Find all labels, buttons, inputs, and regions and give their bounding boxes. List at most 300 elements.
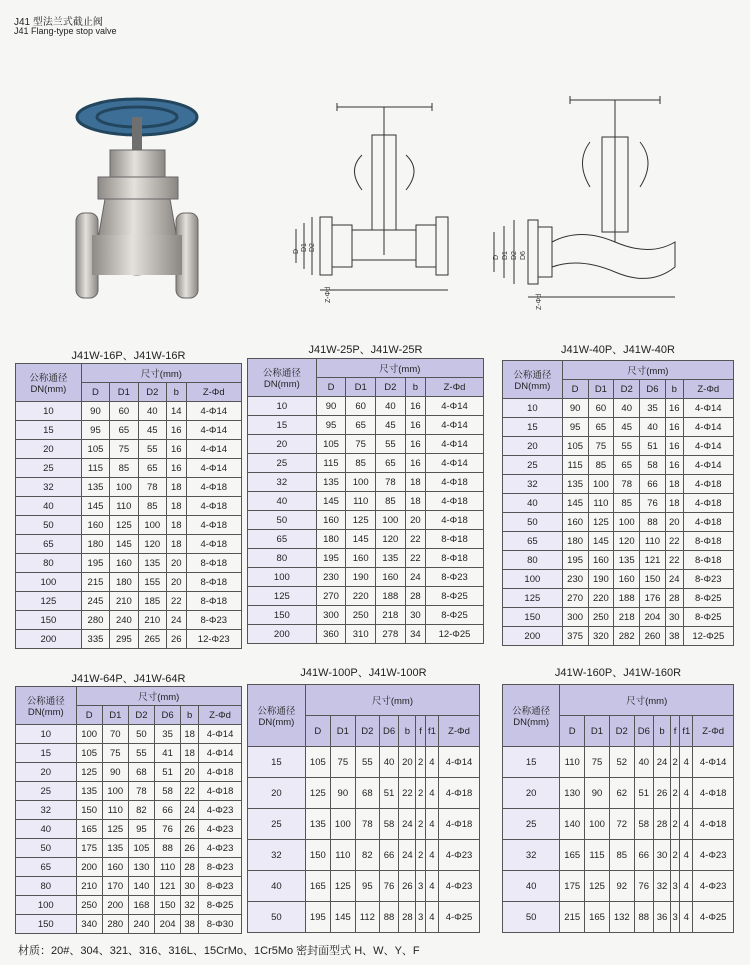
column-header: D2 bbox=[376, 378, 406, 397]
value-cell: 30 bbox=[181, 877, 199, 896]
value-cell: 88 bbox=[640, 513, 666, 532]
table-row bbox=[503, 570, 734, 589]
value-cell: 14 bbox=[166, 402, 186, 421]
dn-cell: 20 bbox=[503, 437, 563, 456]
value-cell: 220 bbox=[346, 587, 376, 606]
column-header: Z-Φd bbox=[199, 706, 242, 725]
value-cell: 85 bbox=[138, 497, 166, 516]
table-row bbox=[503, 902, 734, 933]
value-cell: 230 bbox=[316, 568, 346, 587]
value-cell: 78 bbox=[376, 473, 406, 492]
value-cell: 2 bbox=[670, 778, 679, 809]
value-cell: 78 bbox=[355, 809, 379, 840]
dn-header-label: 公称通径 bbox=[29, 373, 68, 384]
value-cell: 16 bbox=[405, 416, 425, 435]
value-cell: 8-Φ25 bbox=[683, 608, 733, 627]
value-cell: 105 bbox=[76, 744, 102, 763]
value-cell: 4-Φ14 bbox=[426, 416, 484, 435]
value-cell: 125 bbox=[305, 778, 330, 809]
value-cell: 60 bbox=[110, 402, 138, 421]
column-header: f1 bbox=[680, 716, 693, 747]
value-cell: 185 bbox=[138, 592, 166, 611]
dn-cell: 100 bbox=[16, 573, 82, 592]
value-cell: 4-Φ18 bbox=[439, 778, 480, 809]
column-header: f1 bbox=[425, 716, 438, 747]
value-cell: 52 bbox=[609, 747, 634, 778]
value-cell: 55 bbox=[128, 744, 154, 763]
value-cell: 22 bbox=[405, 549, 425, 568]
value-cell: 240 bbox=[110, 611, 138, 630]
value-cell: 40 bbox=[138, 402, 166, 421]
value-cell: 82 bbox=[355, 840, 379, 871]
value-cell: 145 bbox=[562, 494, 588, 513]
value-cell: 51 bbox=[155, 763, 181, 782]
value-cell: 4-Φ14 bbox=[186, 421, 242, 440]
value-cell: 51 bbox=[640, 437, 666, 456]
value-cell: 26 bbox=[181, 820, 199, 839]
dn-header-cell bbox=[503, 685, 560, 747]
value-cell: 121 bbox=[155, 877, 181, 896]
value-cell: 60 bbox=[588, 399, 614, 418]
table-row bbox=[503, 809, 734, 840]
table-row bbox=[248, 530, 484, 549]
dn-cell: 80 bbox=[16, 554, 82, 573]
table-row bbox=[248, 747, 480, 778]
dn-cell: 50 bbox=[503, 902, 560, 933]
value-cell: 68 bbox=[128, 763, 154, 782]
value-cell: 76 bbox=[379, 871, 399, 902]
table-row bbox=[248, 606, 484, 625]
value-cell: 100 bbox=[138, 516, 166, 535]
dn-cell: 50 bbox=[248, 511, 317, 530]
dn-cell: 40 bbox=[503, 871, 560, 902]
value-cell: 12-Φ23 bbox=[186, 630, 242, 649]
value-cell: 135 bbox=[102, 839, 128, 858]
value-cell: 16 bbox=[405, 397, 425, 416]
value-cell: 130 bbox=[128, 858, 154, 877]
value-cell: 115 bbox=[562, 456, 588, 475]
value-cell: 125 bbox=[102, 820, 128, 839]
value-cell: 78 bbox=[614, 475, 640, 494]
value-cell: 90 bbox=[585, 778, 610, 809]
value-cell: 18 bbox=[181, 725, 199, 744]
value-cell: 26 bbox=[399, 871, 416, 902]
spec-table-40 bbox=[502, 360, 734, 646]
value-cell: 188 bbox=[376, 587, 406, 606]
dn-header-cell bbox=[248, 359, 317, 397]
value-cell: 4-Φ18 bbox=[683, 494, 733, 513]
value-cell: 165 bbox=[560, 840, 585, 871]
value-cell: 24 bbox=[399, 809, 416, 840]
value-cell: 16 bbox=[665, 456, 683, 475]
value-cell: 195 bbox=[316, 549, 346, 568]
value-cell: 40 bbox=[634, 747, 653, 778]
value-cell: 3 bbox=[416, 902, 425, 933]
value-cell: 200 bbox=[76, 858, 102, 877]
value-cell: 110 bbox=[330, 840, 355, 871]
value-cell: 8-Φ18 bbox=[426, 549, 484, 568]
table-row bbox=[16, 877, 242, 896]
table-row bbox=[503, 589, 734, 608]
table-row bbox=[16, 820, 242, 839]
value-cell: 195 bbox=[305, 902, 330, 933]
value-cell: 75 bbox=[102, 744, 128, 763]
value-cell: 76 bbox=[634, 871, 653, 902]
value-cell: 41 bbox=[155, 744, 181, 763]
column-header: D6 bbox=[634, 716, 653, 747]
table-row bbox=[16, 763, 242, 782]
size-header-cell: 尺寸(mm) bbox=[562, 361, 733, 380]
value-cell: 168 bbox=[128, 896, 154, 915]
value-cell: 130 bbox=[560, 778, 585, 809]
value-cell: 88 bbox=[634, 902, 653, 933]
value-cell: 175 bbox=[560, 871, 585, 902]
table-title-40: J41W-40P、J41W-40R bbox=[561, 344, 675, 356]
column-header: b bbox=[405, 378, 425, 397]
table-row bbox=[248, 568, 484, 587]
value-cell: 40 bbox=[379, 747, 399, 778]
table-row bbox=[16, 611, 242, 630]
value-cell: 160 bbox=[562, 513, 588, 532]
value-cell: 4-Φ14 bbox=[186, 440, 242, 459]
dn-cell: 40 bbox=[503, 494, 563, 513]
dn-header-unit: DN(mm) bbox=[514, 381, 551, 392]
value-cell: 90 bbox=[562, 399, 588, 418]
value-cell: 145 bbox=[316, 492, 346, 511]
table-header-row bbox=[16, 364, 242, 383]
dn-cell: 125 bbox=[503, 589, 563, 608]
value-cell: 24 bbox=[166, 611, 186, 630]
value-cell: 105 bbox=[81, 440, 109, 459]
value-cell: 65 bbox=[588, 418, 614, 437]
table-row bbox=[16, 554, 242, 573]
value-cell: 4-Φ14 bbox=[199, 725, 242, 744]
dn-cell: 80 bbox=[16, 877, 77, 896]
dn-header-label: 公称通径 bbox=[26, 696, 65, 707]
value-cell: 150 bbox=[76, 801, 102, 820]
value-cell: 8-Φ23 bbox=[186, 611, 242, 630]
table-row bbox=[248, 902, 480, 933]
value-cell: 120 bbox=[614, 532, 640, 551]
value-cell: 4-Φ18 bbox=[186, 497, 242, 516]
value-cell: 335 bbox=[81, 630, 109, 649]
value-cell: 18 bbox=[166, 497, 186, 516]
dn-cell: 10 bbox=[503, 399, 563, 418]
table-row bbox=[16, 421, 242, 440]
value-cell: 38 bbox=[665, 627, 683, 646]
value-cell: 20 bbox=[665, 513, 683, 532]
value-cell: 250 bbox=[76, 896, 102, 915]
value-cell: 30 bbox=[405, 606, 425, 625]
value-cell: 280 bbox=[102, 915, 128, 934]
value-cell: 22 bbox=[166, 592, 186, 611]
value-cell: 2 bbox=[416, 809, 425, 840]
value-cell: 16 bbox=[166, 421, 186, 440]
value-cell: 20 bbox=[405, 511, 425, 530]
column-header: D6 bbox=[155, 706, 181, 725]
value-cell: 230 bbox=[562, 570, 588, 589]
value-cell: 4 bbox=[425, 809, 438, 840]
value-cell: 85 bbox=[588, 456, 614, 475]
value-cell: 20 bbox=[166, 554, 186, 573]
value-cell: 36 bbox=[653, 902, 670, 933]
column-header: D1 bbox=[102, 706, 128, 725]
value-cell: 195 bbox=[81, 554, 109, 573]
value-cell: 18 bbox=[166, 478, 186, 497]
value-cell: 16 bbox=[405, 435, 425, 454]
value-cell: 4 bbox=[680, 840, 693, 871]
value-cell: 145 bbox=[81, 497, 109, 516]
value-cell: 270 bbox=[562, 589, 588, 608]
value-cell: 28 bbox=[399, 902, 416, 933]
value-cell: 8-Φ23 bbox=[199, 858, 242, 877]
value-cell: 40 bbox=[640, 418, 666, 437]
value-cell: 2 bbox=[670, 840, 679, 871]
value-cell: 105 bbox=[128, 839, 154, 858]
value-cell: 68 bbox=[355, 778, 379, 809]
size-header-cell: 尺寸(mm) bbox=[305, 685, 479, 716]
value-cell: 4-Φ14 bbox=[683, 437, 733, 456]
column-header: D2 bbox=[609, 716, 634, 747]
table-row bbox=[503, 840, 734, 871]
value-cell: 28 bbox=[653, 809, 670, 840]
value-cell: 110 bbox=[110, 497, 138, 516]
dn-header-unit: DN(mm) bbox=[27, 707, 64, 718]
value-cell: 4 bbox=[680, 809, 693, 840]
value-cell: 95 bbox=[316, 416, 346, 435]
column-header: D1 bbox=[110, 383, 138, 402]
value-cell: 20 bbox=[181, 763, 199, 782]
table-row bbox=[16, 516, 242, 535]
value-cell: 195 bbox=[562, 551, 588, 570]
dn-cell: 25 bbox=[503, 456, 563, 475]
dn-cell: 50 bbox=[248, 902, 306, 933]
value-cell: 85 bbox=[376, 492, 406, 511]
value-cell: 4-Φ14 bbox=[683, 456, 733, 475]
table-row bbox=[16, 725, 242, 744]
value-cell: 12-Φ25 bbox=[683, 627, 733, 646]
value-cell: 60 bbox=[346, 397, 376, 416]
drawing2-label-d1: D1 bbox=[502, 251, 509, 260]
value-cell: 188 bbox=[614, 589, 640, 608]
value-cell: 88 bbox=[155, 839, 181, 858]
value-cell: 4-Φ14 bbox=[426, 435, 484, 454]
value-cell: 4 bbox=[425, 747, 438, 778]
value-cell: 35 bbox=[640, 399, 666, 418]
table-row bbox=[16, 915, 242, 934]
value-cell: 70 bbox=[102, 725, 128, 744]
value-cell: 4 bbox=[680, 778, 693, 809]
table-row bbox=[248, 454, 484, 473]
value-cell: 215 bbox=[560, 902, 585, 933]
table-row bbox=[503, 399, 734, 418]
dn-cell: 25 bbox=[248, 809, 306, 840]
dn-cell: 200 bbox=[248, 625, 317, 644]
value-cell: 135 bbox=[76, 782, 102, 801]
value-cell: 4-Φ18 bbox=[186, 478, 242, 497]
value-cell: 4 bbox=[425, 902, 438, 933]
valve-drawing-2 bbox=[490, 92, 680, 312]
table-row bbox=[16, 782, 242, 801]
value-cell: 8-Φ18 bbox=[186, 592, 242, 611]
value-cell: 4-Φ14 bbox=[439, 747, 480, 778]
dn-header-unit: DN(mm) bbox=[258, 717, 295, 728]
value-cell: 180 bbox=[81, 535, 109, 554]
table-row bbox=[503, 475, 734, 494]
value-cell: 4-Φ18 bbox=[186, 516, 242, 535]
table-row bbox=[503, 551, 734, 570]
value-cell: 115 bbox=[316, 454, 346, 473]
value-cell: 82 bbox=[128, 801, 154, 820]
value-cell: 150 bbox=[155, 896, 181, 915]
table-row bbox=[248, 840, 480, 871]
value-cell: 160 bbox=[346, 549, 376, 568]
value-cell: 24 bbox=[653, 747, 670, 778]
dn-cell: 80 bbox=[248, 549, 317, 568]
dn-cell: 65 bbox=[16, 535, 82, 554]
value-cell: 45 bbox=[138, 421, 166, 440]
value-cell: 58 bbox=[640, 456, 666, 475]
material-footnote: 材质：20#、304、321、316、316L、15CrMo、1Cr5Mo 密封面型式 H、W、Y、F bbox=[18, 945, 420, 957]
value-cell: 105 bbox=[562, 437, 588, 456]
value-cell: 40 bbox=[614, 399, 640, 418]
value-cell: 4-Φ23 bbox=[199, 801, 242, 820]
value-cell: 4-Φ23 bbox=[693, 871, 734, 902]
value-cell: 8-Φ25 bbox=[199, 896, 242, 915]
value-cell: 65 bbox=[346, 416, 376, 435]
value-cell: 85 bbox=[346, 454, 376, 473]
value-cell: 110 bbox=[560, 747, 585, 778]
value-cell: 100 bbox=[102, 782, 128, 801]
dn-header-cell bbox=[248, 685, 306, 747]
value-cell: 58 bbox=[155, 782, 181, 801]
dn-cell: 40 bbox=[248, 871, 306, 902]
value-cell: 22 bbox=[405, 530, 425, 549]
value-cell: 51 bbox=[379, 778, 399, 809]
column-header: b bbox=[181, 706, 199, 725]
dn-cell: 50 bbox=[16, 839, 77, 858]
dn-cell: 150 bbox=[503, 608, 563, 627]
value-cell: 4 bbox=[425, 778, 438, 809]
value-cell: 75 bbox=[110, 440, 138, 459]
value-cell: 135 bbox=[138, 554, 166, 573]
column-header: D bbox=[562, 380, 588, 399]
value-cell: 200 bbox=[102, 896, 128, 915]
value-cell: 65 bbox=[614, 456, 640, 475]
value-cell: 215 bbox=[81, 573, 109, 592]
value-cell: 165 bbox=[305, 871, 330, 902]
value-cell: 105 bbox=[305, 747, 330, 778]
table-row bbox=[248, 809, 480, 840]
value-cell: 62 bbox=[609, 778, 634, 809]
table-row bbox=[248, 473, 484, 492]
value-cell: 8-Φ25 bbox=[426, 587, 484, 606]
value-cell: 278 bbox=[376, 625, 406, 644]
dn-cell: 15 bbox=[16, 421, 82, 440]
value-cell: 75 bbox=[588, 437, 614, 456]
value-cell: 12-Φ25 bbox=[426, 625, 484, 644]
value-cell: 340 bbox=[76, 915, 102, 934]
value-cell: 4-Φ14 bbox=[186, 459, 242, 478]
value-cell: 76 bbox=[640, 494, 666, 513]
value-cell: 121 bbox=[640, 551, 666, 570]
value-cell: 110 bbox=[155, 858, 181, 877]
spec-table-100 bbox=[247, 684, 480, 933]
value-cell: 8-Φ23 bbox=[426, 568, 484, 587]
value-cell: 16 bbox=[405, 454, 425, 473]
column-header: b bbox=[399, 716, 416, 747]
value-cell: 250 bbox=[588, 608, 614, 627]
size-header-cell: 尺寸(mm) bbox=[76, 687, 241, 706]
column-header: Z-Φd bbox=[186, 383, 242, 402]
value-cell: 16 bbox=[665, 418, 683, 437]
dn-cell: 32 bbox=[248, 840, 306, 871]
dn-cell: 50 bbox=[503, 513, 563, 532]
value-cell: 4 bbox=[425, 871, 438, 902]
value-cell: 220 bbox=[588, 589, 614, 608]
table-row bbox=[16, 478, 242, 497]
value-cell: 204 bbox=[155, 915, 181, 934]
value-cell: 8-Φ25 bbox=[426, 606, 484, 625]
dn-cell: 25 bbox=[248, 454, 317, 473]
value-cell: 112 bbox=[355, 902, 379, 933]
value-cell: 145 bbox=[588, 532, 614, 551]
drawing2-label-d: D bbox=[493, 254, 500, 260]
value-cell: 35 bbox=[155, 725, 181, 744]
table-title-64: J41W-64P、J41W-64R bbox=[71, 673, 186, 685]
value-cell: 360 bbox=[316, 625, 346, 644]
value-cell: 3 bbox=[670, 871, 679, 902]
value-cell: 270 bbox=[316, 587, 346, 606]
value-cell: 88 bbox=[379, 902, 399, 933]
column-header: D2 bbox=[614, 380, 640, 399]
value-cell: 180 bbox=[110, 573, 138, 592]
value-cell: 90 bbox=[330, 778, 355, 809]
dn-cell: 32 bbox=[16, 801, 77, 820]
table-row bbox=[503, 513, 734, 532]
table-row bbox=[503, 608, 734, 627]
value-cell: 90 bbox=[102, 763, 128, 782]
value-cell: 260 bbox=[640, 627, 666, 646]
dn-cell: 40 bbox=[248, 492, 317, 511]
value-cell: 265 bbox=[138, 630, 166, 649]
value-cell: 155 bbox=[138, 573, 166, 592]
dn-header-label: 公称通径 bbox=[513, 370, 552, 381]
value-cell: 280 bbox=[81, 611, 109, 630]
value-cell: 110 bbox=[346, 492, 376, 511]
value-cell: 4-Φ18 bbox=[426, 511, 484, 530]
value-cell: 160 bbox=[588, 551, 614, 570]
table-row bbox=[248, 871, 480, 902]
value-cell: 22 bbox=[665, 532, 683, 551]
value-cell: 135 bbox=[562, 475, 588, 494]
value-cell: 85 bbox=[614, 494, 640, 513]
page-title-en: J41 Flang-type stop valve bbox=[14, 26, 117, 36]
value-cell: 140 bbox=[560, 809, 585, 840]
value-cell: 135 bbox=[305, 809, 330, 840]
column-header: D bbox=[81, 383, 109, 402]
dn-cell: 125 bbox=[16, 592, 82, 611]
value-cell: 26 bbox=[181, 839, 199, 858]
value-cell: 4-Φ14 bbox=[426, 454, 484, 473]
dn-cell: 200 bbox=[16, 630, 82, 649]
value-cell: 115 bbox=[585, 840, 610, 871]
dn-cell: 20 bbox=[248, 435, 317, 454]
table-title-25: J41W-25P、J41W-25R bbox=[308, 344, 423, 356]
drawing-label-zd: Z-Φd bbox=[325, 286, 332, 303]
value-cell: 180 bbox=[562, 532, 588, 551]
dn-cell: 25 bbox=[16, 782, 77, 801]
